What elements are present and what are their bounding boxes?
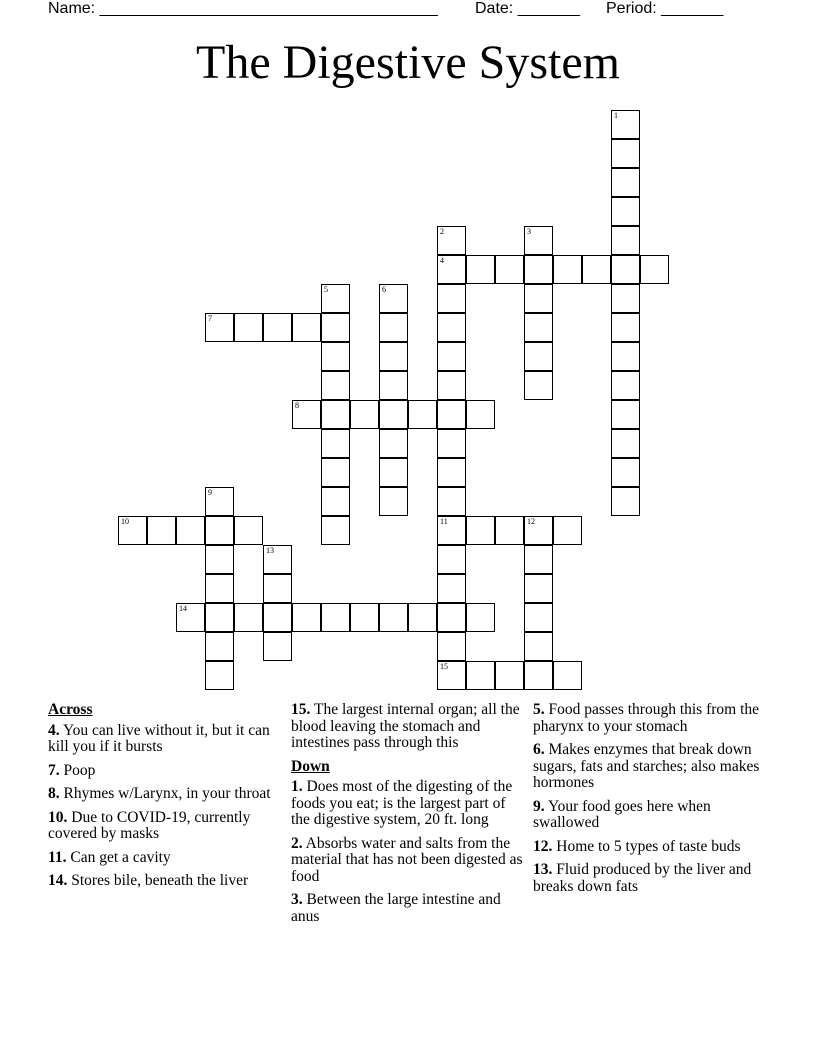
grid-cell[interactable]	[321, 371, 350, 400]
grid-cell[interactable]	[321, 342, 350, 371]
grid-cell[interactable]	[205, 574, 234, 603]
clue-down-6: 6. Makes enzymes that break down sugars, fats and starches; also makes hormones	[533, 741, 760, 791]
clue-down-13: 13. Fluid produced by the liver and breaks down fats	[533, 861, 752, 895]
grid-cell[interactable]	[205, 313, 234, 342]
grid-cell[interactable]	[234, 603, 263, 632]
grid-cell[interactable]	[437, 255, 466, 284]
grid-cell[interactable]	[408, 400, 437, 429]
grid-cell[interactable]	[408, 603, 437, 632]
clue-down-3: 3. Between the large intestine and anus	[291, 891, 501, 925]
grid-cell[interactable]	[524, 342, 553, 371]
grid-cell[interactable]	[524, 661, 553, 690]
grid-cell[interactable]	[379, 371, 408, 400]
grid-cell[interactable]	[611, 458, 640, 487]
clue-number: 8	[295, 401, 299, 410]
grid-cell[interactable]	[176, 603, 205, 632]
clue-across-10: 10. Due to COVID-19, currently covered by masks	[48, 808, 251, 842]
grid-cell[interactable]	[321, 458, 350, 487]
grid-cell[interactable]	[321, 313, 350, 342]
grid-cell[interactable]	[437, 516, 466, 545]
grid-cell[interactable]	[321, 516, 350, 545]
grid-cell[interactable]	[118, 516, 147, 545]
grid-cell[interactable]	[611, 429, 640, 458]
grid-cell[interactable]	[205, 603, 234, 632]
grid-cell[interactable]	[524, 371, 553, 400]
clue-across-7: 7. Poop	[48, 761, 96, 779]
grid-cell[interactable]	[495, 661, 524, 690]
grid-cell[interactable]	[611, 168, 640, 197]
grid-cell[interactable]	[437, 371, 466, 400]
grid-cell[interactable]	[524, 603, 553, 632]
grid-cell[interactable]	[466, 516, 495, 545]
grid-cell[interactable]	[379, 487, 408, 516]
grid-cell[interactable]	[263, 313, 292, 342]
grid-cell[interactable]	[582, 255, 611, 284]
grid-cell[interactable]	[524, 284, 553, 313]
grid-cell[interactable]	[466, 255, 495, 284]
grid-cell[interactable]	[524, 255, 553, 284]
grid-cell[interactable]	[437, 458, 466, 487]
grid-cell[interactable]	[147, 516, 176, 545]
grid-cell[interactable]	[437, 574, 466, 603]
grid-cell[interactable]	[611, 110, 640, 139]
grid-cell[interactable]	[437, 342, 466, 371]
grid-cell[interactable]	[495, 516, 524, 545]
grid-cell[interactable]	[437, 545, 466, 574]
clue-number: 3	[527, 227, 531, 236]
date-field[interactable]: Date: _______	[475, 0, 580, 17]
clue-across-4: 4. You can live without it, but it can kill you if it bursts	[48, 721, 270, 755]
grid-cell[interactable]	[437, 632, 466, 661]
grid-cell[interactable]	[466, 400, 495, 429]
clues-column-1	[48, 702, 273, 897]
grid-cell[interactable]	[321, 284, 350, 313]
grid-cell[interactable]	[524, 574, 553, 603]
grid-cell[interactable]	[205, 487, 234, 516]
grid-cell[interactable]	[524, 545, 553, 574]
grid-cell[interactable]	[379, 313, 408, 342]
clue-across-8: 8. Rhymes w/Larynx, in your throat	[48, 785, 271, 802]
clue-number: 7	[208, 314, 212, 323]
clue-across-14: 14. Stores bile, beneath the liver	[48, 872, 249, 889]
grid-cell[interactable]	[611, 342, 640, 371]
clues-column-2	[291, 702, 526, 932]
grid-cell[interactable]	[611, 400, 640, 429]
grid-cell[interactable]	[437, 429, 466, 458]
grid-cell[interactable]	[611, 139, 640, 168]
grid-cell[interactable]	[611, 197, 640, 226]
clue-number: 6	[382, 285, 386, 294]
grid-cell[interactable]	[524, 516, 553, 545]
clue-number: 1	[614, 111, 618, 120]
grid-cell[interactable]	[292, 313, 321, 342]
grid-cell[interactable]	[205, 516, 234, 545]
grid-cell[interactable]	[350, 603, 379, 632]
grid-cell[interactable]	[640, 255, 669, 284]
grid-cell[interactable]	[350, 400, 379, 429]
grid-cell[interactable]	[379, 603, 408, 632]
grid-cell[interactable]	[205, 661, 234, 690]
clue-number: 12	[527, 517, 535, 526]
grid-cell[interactable]	[205, 545, 234, 574]
clue-down-12: 12. Home to 5 types of taste buds	[533, 837, 741, 855]
clue-number: 4	[440, 256, 444, 265]
across-heading: Across	[48, 701, 93, 718]
grid-cell[interactable]	[437, 226, 466, 255]
grid-cell[interactable]	[437, 313, 466, 342]
grid-cell[interactable]	[524, 226, 553, 255]
grid-cell[interactable]	[495, 255, 524, 284]
page-title: The Digestive System	[196, 36, 620, 89]
grid-cell[interactable]	[437, 400, 466, 429]
grid-cell[interactable]	[176, 516, 205, 545]
clue-across-15: 15. The largest internal organ; all the blood leaving the stomach and intestines pass through this	[291, 701, 520, 751]
clue-number: 11	[440, 517, 448, 526]
clue-down-1: 1. Does most of the digesting of the foods you eat; is the largest part of the digestive system, 20 ft. long	[291, 778, 513, 828]
grid-cell[interactable]	[292, 400, 321, 429]
grid-cell[interactable]	[611, 284, 640, 313]
name-field[interactable]: Name: ______________________________________	[48, 0, 438, 17]
grid-cell[interactable]	[466, 603, 495, 632]
grid-cell[interactable]	[437, 661, 466, 690]
clue-number: 10	[121, 517, 129, 526]
grid-cell[interactable]	[234, 313, 263, 342]
grid-cell[interactable]	[234, 516, 263, 545]
grid-cell[interactable]	[466, 661, 495, 690]
grid-cell[interactable]	[321, 603, 350, 632]
grid-cell[interactable]	[292, 603, 321, 632]
grid-cell[interactable]	[611, 313, 640, 342]
grid-cell[interactable]	[263, 545, 292, 574]
grid-cell[interactable]	[263, 632, 292, 661]
clue-down-5: 5. Food passes through this from the pharynx to your stomach	[533, 701, 760, 735]
grid-cell[interactable]	[437, 603, 466, 632]
grid-cell[interactable]	[611, 487, 640, 516]
clue-number: 5	[324, 285, 328, 294]
grid-cell[interactable]	[611, 371, 640, 400]
grid-cell[interactable]	[611, 226, 640, 255]
grid-cell[interactable]	[321, 400, 350, 429]
grid-cell[interactable]	[205, 632, 234, 661]
clue-number: 15	[440, 662, 448, 671]
grid-cell[interactable]	[553, 661, 582, 690]
clue-number: 13	[266, 546, 274, 555]
clue-number: 2	[440, 227, 444, 236]
grid-cell[interactable]	[379, 342, 408, 371]
grid-cell[interactable]	[263, 574, 292, 603]
grid-cell[interactable]	[379, 284, 408, 313]
clue-number: 9	[208, 488, 212, 497]
clue-number: 14	[179, 604, 187, 613]
clue-down-2: 2. Absorbs water and salts from the material that has not been digested as food	[291, 834, 523, 885]
grid-cell[interactable]	[321, 429, 350, 458]
grid-cell[interactable]	[379, 458, 408, 487]
down-heading: Down	[291, 757, 330, 775]
clues-column-3	[533, 702, 763, 902]
period-field[interactable]: Period: _______	[606, 0, 724, 17]
grid-cell[interactable]	[553, 516, 582, 545]
grid-cell[interactable]	[437, 487, 466, 516]
grid-cell[interactable]	[321, 487, 350, 516]
grid-cell[interactable]	[611, 255, 640, 284]
grid-cell[interactable]	[379, 400, 408, 429]
clue-across-11: 11. Can get a cavity	[48, 848, 171, 866]
grid-cell[interactable]	[524, 313, 553, 342]
grid-cell[interactable]	[553, 255, 582, 284]
clue-down-9: 9. Your food goes here when swallowed	[533, 797, 711, 831]
grid-cell[interactable]	[524, 632, 553, 661]
grid-cell[interactable]	[263, 603, 292, 632]
grid-cell[interactable]	[437, 284, 466, 313]
grid-cell[interactable]	[379, 429, 408, 458]
